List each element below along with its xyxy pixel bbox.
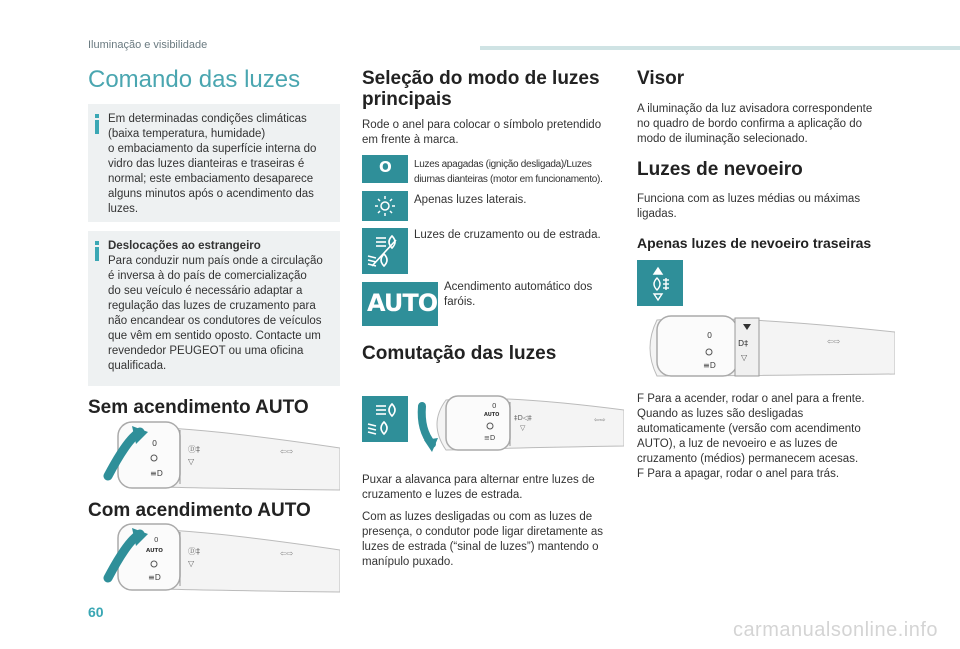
svg-text:⇦⇨: ⇦⇨ xyxy=(827,337,841,346)
step-line: automaticamente (versão com acendimento xyxy=(637,423,861,435)
beam-switch-icon xyxy=(362,396,408,442)
nevoeiro-text xyxy=(637,192,897,222)
stalk-label-zero: 0 xyxy=(154,536,159,544)
text-line: luzes de estrada (“sinal de luzes”) mantendo o xyxy=(362,541,599,553)
note-line: (baixa temperatura, humidade) xyxy=(108,128,266,140)
note-line: alguns minutos após o acendimento das xyxy=(108,188,314,200)
svg-text:Ⓓ‡: Ⓓ‡ xyxy=(188,547,200,556)
climate-note-text xyxy=(108,112,332,217)
headlights-icon xyxy=(362,228,408,274)
svg-text:D‡: D‡ xyxy=(738,339,749,348)
mode-text-line: faróis. xyxy=(444,296,476,308)
text-line: Funciona com as luzes médias ou máximas xyxy=(637,193,861,205)
svg-text:Ⓓ‡: Ⓓ‡ xyxy=(188,445,200,454)
svg-text:▽: ▽ xyxy=(188,457,195,466)
rear-fog-icon xyxy=(637,260,683,306)
page-number: 60 xyxy=(88,604,104,620)
text-line: no quadro de bordo confirma a aplicação do xyxy=(637,118,863,130)
heading-sem-auto: Sem acendimento AUTO xyxy=(88,397,309,418)
stalk-label-zero: 0 xyxy=(707,331,713,340)
svg-text:⇦⇨: ⇦⇨ xyxy=(594,416,606,424)
text-line: modo de iluminação selecionado. xyxy=(637,133,808,145)
note-line: Em determinadas condições climáticas xyxy=(108,113,307,125)
note-line: regulação das luzes de cruzamento para xyxy=(108,300,316,312)
stalk-label-auto: AUTO xyxy=(146,548,163,554)
step-line: Quando as luzes são desligadas xyxy=(637,408,804,420)
svg-text:≡D: ≡D xyxy=(148,573,161,582)
intro-line: em frente à marca. xyxy=(362,134,459,146)
info-icon xyxy=(94,114,100,132)
stalk-illustration-no-auto xyxy=(88,418,340,498)
beam-switch-text xyxy=(362,473,622,503)
fog-steps xyxy=(637,392,899,482)
note-line: vidro das luzes dianteiras e traseiras é xyxy=(108,158,305,170)
abroad-note-title: Deslocações ao estrangeiro xyxy=(108,240,261,252)
heading-line: Seleção do modo de luzes xyxy=(362,68,600,89)
mode-intro xyxy=(362,118,622,148)
abroad-note-text xyxy=(108,239,332,374)
heading-nevoeiro: Luzes de nevoeiro xyxy=(637,159,803,180)
note-line: revendedor PEUGEOT ou uma oficina xyxy=(108,345,304,357)
note-line: luzes. xyxy=(108,203,139,215)
note-line: Para conduzir num país onde a circulação xyxy=(108,255,323,267)
stalk-label-auto: AUTO xyxy=(484,412,500,418)
note-line: não encandear os condutores de veículos xyxy=(108,315,322,327)
headlights-text: Luzes de cruzamento ou de estrada. xyxy=(414,229,601,241)
stalk-label-zero: 0 xyxy=(492,402,497,410)
svg-text:‡D◁‡: ‡D◁‡ xyxy=(514,414,532,422)
auto-text xyxy=(444,280,592,310)
visor-text xyxy=(637,102,897,147)
auto-icon xyxy=(362,282,438,326)
note-line: do seu veículo é necessário adaptar a xyxy=(108,285,303,297)
auto-label: AUTO xyxy=(367,289,438,317)
heading-mode-selection xyxy=(362,68,600,110)
heading-visor: Visor xyxy=(637,68,685,89)
svg-text:⇦⇨: ⇦⇨ xyxy=(280,549,294,558)
mode-off-icon xyxy=(362,155,408,183)
mode-text-line: Acendimento automático dos xyxy=(444,281,593,293)
svg-text:≡D: ≡D xyxy=(150,469,163,478)
note-line: normal; este embaciamento desaparece xyxy=(108,173,314,185)
note-line: é inversa à do país de comercialização xyxy=(108,270,307,282)
heading-com-auto: Com acendimento AUTO xyxy=(88,500,311,521)
heading-traseiras: Apenas luzes de nevoeiro traseiras xyxy=(637,235,872,251)
flash-text xyxy=(362,510,624,570)
mode-text-line: Luzes apagadas (ignição desligada)/Luzes xyxy=(414,159,592,170)
svg-text:≡D: ≡D xyxy=(703,361,716,370)
side-lights-icon xyxy=(362,191,408,221)
stalk-illustration-pull xyxy=(410,392,624,456)
step-line: F Para a acender, rodar o anel para a frente. xyxy=(637,393,865,405)
svg-text:▽: ▽ xyxy=(741,353,748,362)
text-line: A iluminação da luz avisadora correspondente xyxy=(637,103,873,115)
step-line: F Para a apagar, rodar o anel para trás. xyxy=(637,468,840,480)
mode-off-text xyxy=(414,157,603,187)
text-line: cruzamento e luzes de estrada. xyxy=(362,489,523,501)
watermark: carmanualsonline.info xyxy=(732,619,938,641)
text-line: manípulo puxado. xyxy=(362,556,454,568)
heading-comutacao: Comutação das luzes xyxy=(362,343,557,364)
side-lights-text: Apenas luzes laterais. xyxy=(414,194,527,206)
stalk-illustration-fog xyxy=(637,310,895,382)
svg-text:▽: ▽ xyxy=(188,559,195,568)
heading-line: principais xyxy=(362,89,452,110)
text-line: Puxar a alavanca para alternar entre luzes de xyxy=(362,474,595,486)
section-header: Iluminação e visibilidade xyxy=(88,39,208,51)
text-line: Com as luzes desligadas ou com as luzes de xyxy=(362,511,593,523)
header-bar xyxy=(480,46,960,50)
step-line: AUTO), a luz de nevoeiro e as luzes de xyxy=(637,438,838,450)
svg-text:≡D: ≡D xyxy=(484,434,496,442)
intro-line: Rode o anel para colocar o símbolo pretendido xyxy=(362,119,602,131)
climate-note xyxy=(88,104,340,222)
stalk-label-zero: 0 xyxy=(152,439,158,448)
svg-text:⇦⇨: ⇦⇨ xyxy=(280,447,294,456)
text-line: presença, o condutor pode ligar diretamente as xyxy=(362,526,604,538)
note-line: qualificada. xyxy=(108,360,167,372)
step-line: cruzamento (médios) permanecem acesas. xyxy=(637,453,859,465)
mode-text-line: diurnas dianteiras (motor em funcionamento). xyxy=(414,174,603,185)
text-line: ligadas. xyxy=(637,208,677,220)
stalk-illustration-auto xyxy=(88,520,340,600)
note-line: o embaciamento da superfície interna do xyxy=(108,143,317,155)
mode-off-label: O xyxy=(379,158,392,176)
info-icon xyxy=(94,241,100,259)
abroad-note xyxy=(88,231,340,386)
note-line: que vêm em sentido oposto. Contacte um xyxy=(108,330,321,342)
svg-text:▽: ▽ xyxy=(520,424,526,432)
page-title: Comando das luzes xyxy=(88,66,301,93)
